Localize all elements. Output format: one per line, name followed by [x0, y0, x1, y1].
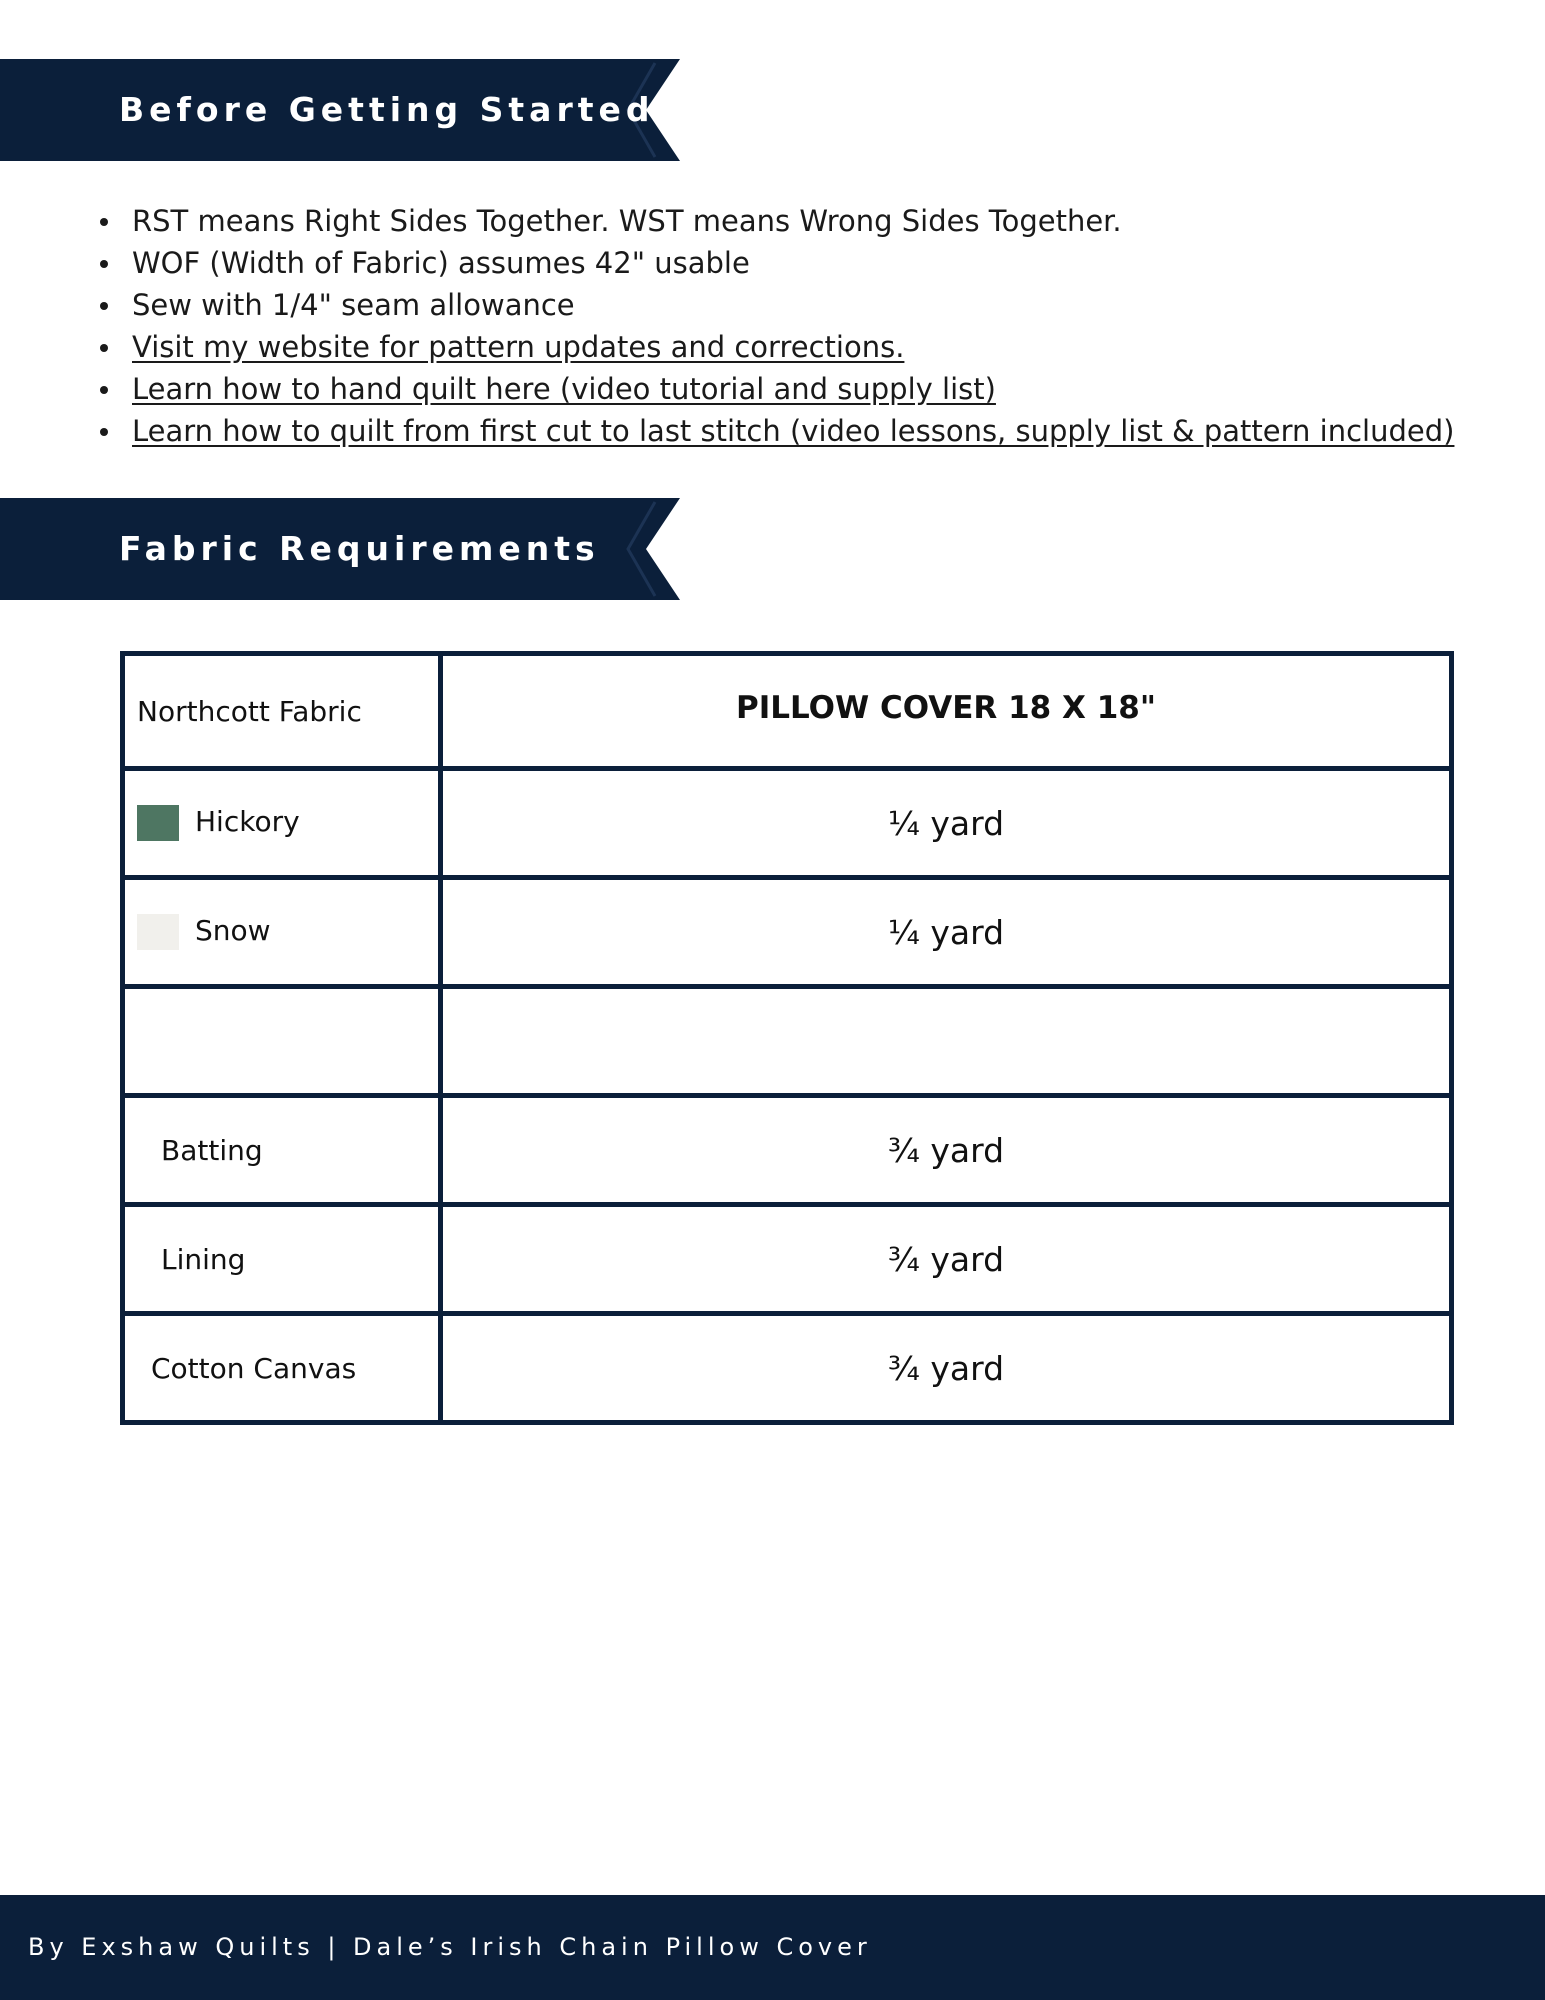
instructions-list [98, 200, 1518, 452]
fabric-cell: Batting [123, 1096, 441, 1205]
section-title-before: Before Getting Started [119, 90, 655, 129]
quantity-cell: ¼ yard [441, 878, 1452, 987]
quantity-cell [441, 987, 1452, 1096]
section-banner-fabric [0, 498, 680, 600]
fabric-cell [123, 878, 441, 987]
table-row [123, 769, 1452, 878]
quantity-cell: ¾ yard [441, 1314, 1452, 1423]
page-footer [0, 1895, 1545, 2000]
quantity-cell: ¾ yard [441, 1096, 1452, 1205]
table-row [123, 878, 1452, 987]
hand-quilt-link[interactable]: Learn how to hand quilt here (video tutorial and supply list) [132, 372, 996, 406]
fabric-cell [123, 769, 441, 878]
website-link[interactable]: Visit my website for pattern updates and corrections. [132, 330, 905, 364]
fabric-requirements-table [120, 651, 1454, 1425]
footer-text: By Exshaw Quilts | Dale’s Irish Chain Pillow Cover [28, 1933, 872, 1961]
fabric-cell [123, 987, 441, 1096]
hickory-swatch [137, 805, 179, 841]
header-fabric: Northcott Fabric [123, 654, 441, 769]
table-header-row [123, 654, 1452, 769]
fabric-cell: Lining [123, 1205, 441, 1314]
header-size: PILLOW COVER 18 X 18" [441, 654, 1452, 769]
list-item: RST means Right Sides Together. WST means Wrong Sides Together. [98, 200, 1518, 242]
list-item: WOF (Width of Fabric) assumes 42" usable [98, 242, 1518, 284]
section-title-fabric: Fabric Requirements [119, 529, 600, 568]
quantity-cell: ¾ yard [441, 1205, 1452, 1314]
fabric-name: Snow [195, 914, 271, 947]
fabric-cell: Cotton Canvas [123, 1314, 441, 1423]
section-banner-before [0, 59, 680, 161]
table-row [123, 1314, 1452, 1423]
snow-swatch [137, 914, 179, 950]
table-row [123, 987, 1452, 1096]
list-item [98, 368, 1518, 410]
list-item [98, 410, 1518, 452]
fabric-name: Hickory [195, 805, 300, 838]
table-row [123, 1096, 1452, 1205]
table-row [123, 1205, 1452, 1314]
list-item: Sew with 1/4" seam allowance [98, 284, 1518, 326]
quilt-course-link[interactable]: Learn how to quilt from first cut to last stitch (video lessons, supply list & pattern included) [132, 414, 1455, 448]
quantity-cell: ¼ yard [441, 769, 1452, 878]
list-item [98, 326, 1518, 368]
